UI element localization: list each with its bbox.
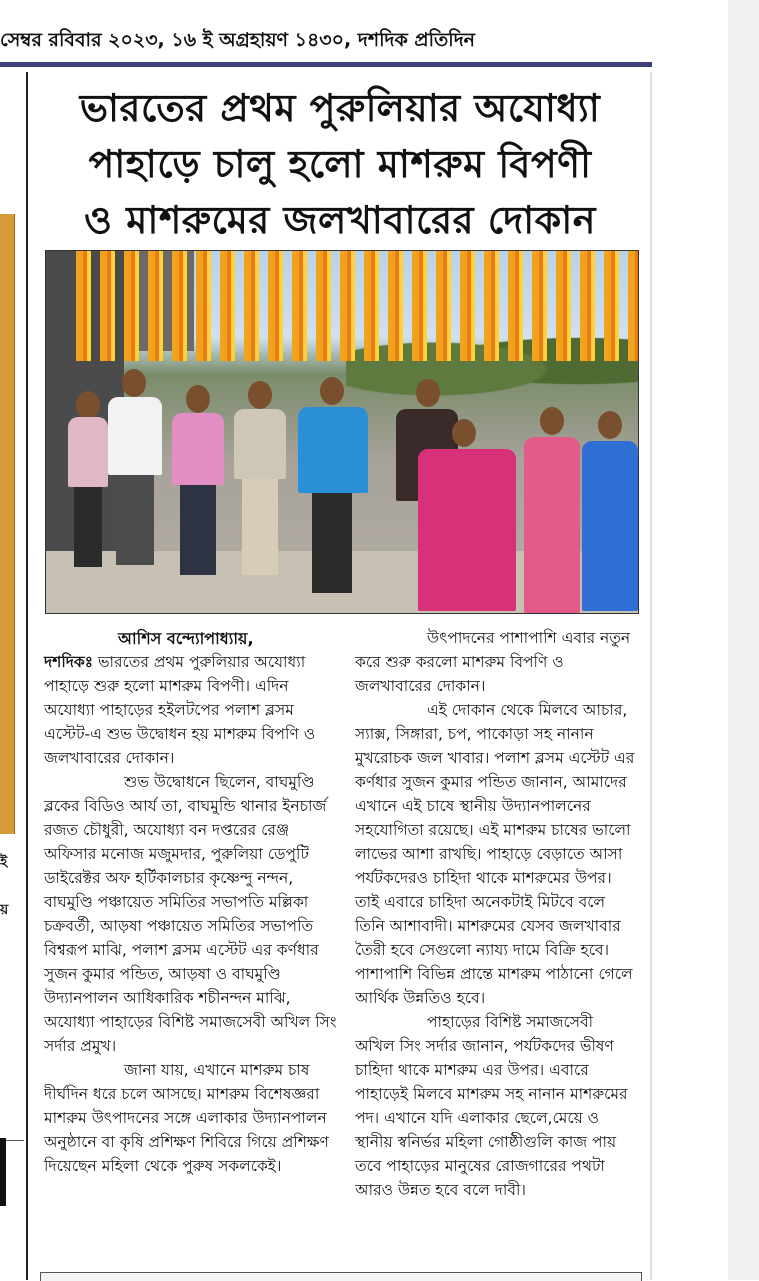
page-margin bbox=[728, 0, 759, 1280]
article-headline bbox=[30, 80, 650, 248]
column-divider-right bbox=[650, 72, 652, 1280]
article-photo bbox=[45, 250, 639, 614]
photo-marigold-garlands bbox=[76, 251, 638, 361]
article-byline: আশিস বন্দ্যোপাধ্যায়, bbox=[118, 629, 254, 648]
headline-line-2: পাহাড়ে চালু হলো মাশরুম বিপণী bbox=[88, 142, 592, 186]
article-paragraph bbox=[44, 650, 340, 770]
newspaper-dateline: সেম্বর রবিবার ২০২৩, ১৬ ই অগ্রহায়ণ ১৪৩০, দশদিক প্রতিদিন bbox=[0, 29, 476, 51]
article-column-1 bbox=[44, 650, 340, 1178]
article-paragraph: এই দোকান থেকে মিলবে আচার, স্যাক্স, সিঙ্গারা, চপ, পাকোড়া সহ নানান মুখরোচক জল খাবার। পলাশ ব্লসম এস্টেট এর কর্ণধার সুজন কুমার পন্ডিত জানান, আমাদের এখানে এই চাষে স্থানীয় উদ্যানপালনের সহযোগিতা রয়েছে। এই মাশরুম চাষের ভালো লাভের আশা রাখছি। পাহাড়ে বেড়াতে আসা পর্যটকদেরও চাহিদা থাকে মাশরুমের উপর। তাই এবারে চাহিদা অনেকটাই মিটবে বলে তিনি আশাবাদী। মাশরুমের যেসব জলখাবার তৈরী হবে সেগুলো ন্যায্য দামে বিক্রি হবে। পাশাপাশি বিভিন্ন প্রান্তে মাশরুম পাঠানো গেলে আর্থিক উন্নতিও হবে। bbox=[355, 701, 635, 1007]
headline-line-1: ভারতের প্রথম পুরুলিয়ার অযোধ্যা bbox=[79, 86, 601, 130]
article-paragraph: জানা যায়, এখানে মাশরুম চাষ দীর্ঘদিন ধরে চলে আসছে। মাশরুম বিশেষজ্ঞরা মাশরুম উৎপাদনের সঙ্গে এলাকার উদ্যানপালন অনুষ্ঠানে বা কৃষি প্রশিক্ষণ শিবিরে গিয়ে প্রশিক্ষণ দিয়েছেন মহিলা থেকে পুরুষ সকলকেই। bbox=[44, 1061, 329, 1175]
article-dateline: দশদিকঃ bbox=[44, 653, 93, 671]
headline-line-3: ও মাশরুমের জলখাবারের দোকান bbox=[84, 198, 596, 242]
adjacent-mark bbox=[0, 1138, 6, 1206]
article-paragraph: শুভ উদ্বোধনে ছিলেন, বাঘমুণ্ডি ব্লকের বিডিও আর্য তা, বাঘমুন্ডি থানার ইনচার্জ রজত চৌধুরী, অযোধ্যা বন দপ্তরের রেঞ্জ অফিসার মনোজ মজুমদার, পুরুলিয়া ডেপুটি ডাইরেক্টর অফ হর্টিকালচার কৃষ্ণেন্দু নন্দন, বাঘমুণ্ডি পঞ্চায়েত সমিতির সভাপতি মল্লিকা চক্রবর্তী, আড়ষা পঞ্চায়েত সমিতির সভাপতি বিশ্বরূপ মাঝি, পলাশ ব্লসম এস্টেট এর কর্ণধার সুজন কুমার পন্ডিত, আড়ষা ও বাঘমুণ্ডি উদ্যানপালন আধিকারিক শচীনন্দন মাঝি, অযোধ্যা পাহাড়ের বিশিষ্ট সমাজসেবী অখিল সিং সর্দার প্রমুখ। bbox=[44, 773, 337, 1055]
article-paragraph-text: ভারতের প্রথম পুরুলিয়ার অযোধ্যা পাহাড়ে শুরু হলো মাশরুম বিপণী। এদিন অযোধ্যা পাহাড়ের হইলটপের পলাশ ব্লসম এস্টেট-এ শুভ উদ্বোধন হয় মাশরুম বিপণি ও জলখাবারের দোকান। bbox=[44, 653, 316, 767]
header-rule bbox=[0, 62, 652, 67]
adjacent-article-image-edge bbox=[0, 214, 15, 834]
article-paragraph: পাহাড়ের বিশিষ্ট সমাজসেবী অখিল সিং সর্দার জানান, পর্যটকদের ভীষণ চাহিদা থাকে মাশরুম এর উপর। এবারে পাহাড়েই মিলবে মাশরুম সহ নানান মাশরুমের পদ। এখানে যদি এলাকার ছেলে,মেয়ে ও স্থানীয় স্বনির্ভর মহিলা গোষ্ঠীগুলি কাজ পায় তবে পাহাড়ের মানুষের রোজগারের পথটা আরও উন্নত হবে বলে দাবী। bbox=[355, 1013, 628, 1199]
article-paragraph: উৎপাদনের পাশাপাশি এবার নতুন করে শুরু করলো মাশরুম বিপণি ও জলখাবারের দোকান। bbox=[355, 629, 631, 695]
article-column-2 bbox=[355, 626, 637, 1202]
adjacent-text-fragment: ই bbox=[0, 854, 8, 870]
adjacent-text-fragment: য় bbox=[0, 902, 9, 918]
column-divider-left bbox=[26, 72, 28, 1280]
